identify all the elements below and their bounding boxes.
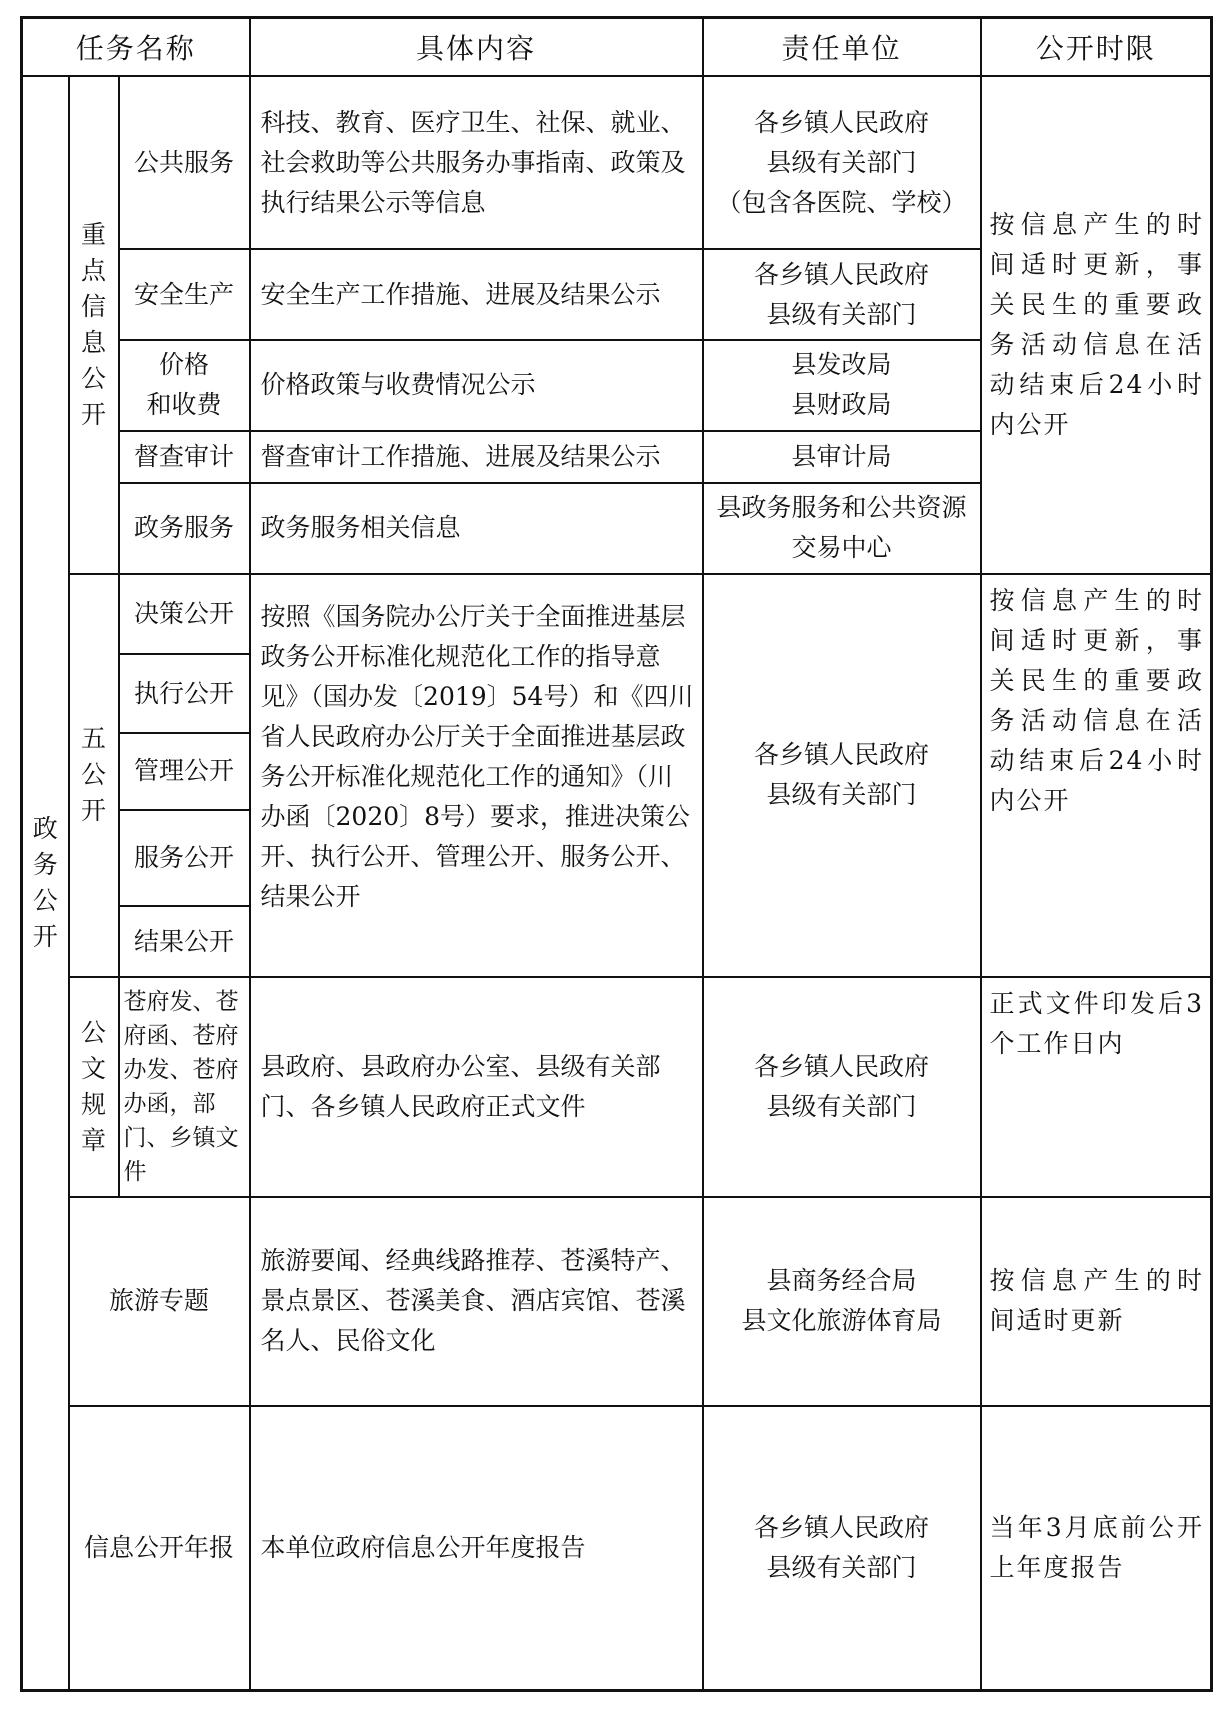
annual-report-unit: 各乡镇人民政府 县级有关部门 [703,1406,981,1690]
tourism-name: 旅游专题 [69,1197,250,1407]
key-info-limit: 按信息产生的时间适时更新，事关民生的重要政务活动信息在活动结束后24小时内公开 [981,76,1212,574]
row-name: 督查审计 [119,431,250,483]
header-row [22,18,1212,76]
documents-group-cell: 公文规章 [69,977,119,1197]
table-row [22,76,1212,249]
row-name: 安全生产 [119,249,250,340]
annual-report-limit: 当年3月底前公开上年度报告 [981,1406,1212,1690]
header-content: 具体内容 [250,18,703,76]
five-open-item: 决策公开 [119,574,250,655]
tourism-limit: 按信息产生的时间适时更新 [981,1197,1212,1407]
five-open-item: 服务公开 [119,810,250,907]
documents-unit: 各乡镇人民政府 县级有关部门 [703,977,981,1197]
row-name: 政务服务 [119,483,250,574]
tourism-unit: 县商务经合局 县文化旅游体育局 [703,1197,981,1407]
five-open-limit: 按信息产生的时间适时更新，事关民生的重要政务活动信息在活动结束后24小时内公开 [981,574,1212,977]
documents-name: 苍府发、苍府函、苍府办发、苍府办函，部门、乡镇文件 [119,977,250,1197]
five-open-content: 按照《国务院办公厅关于全面推进基层政务公开标准化规范化工作的指导意见》（国办发〔2019〕54号）和《四川省人民政府办公厅关于全面推进基层政务公开标准化规范化工作的通知》（川办函〔2020〕8号）要求，推进决策公开、执行公开、管理公开、服务公开、结果公开 [250,574,703,977]
five-open-item: 执行公开 [119,654,250,733]
row-content: 科技、教育、医疗卫生、社保、就业、社会救助等公共服务办事指南、政策及执行结果公示等信息 [250,76,703,249]
table-row [22,574,1212,655]
top-category-cell: 政务公开 [22,76,69,1691]
header-unit: 责任单位 [703,18,981,76]
five-open-group-cell: 五公开 [69,574,119,977]
five-open-item: 结果公开 [119,906,250,977]
header-limit: 公开时限 [981,18,1212,76]
row-name: 价格 和收费 [119,340,250,431]
row-content: 督查审计工作措施、进展及结果公示 [250,431,703,483]
row-unit: 县发改局 县财政局 [703,340,981,431]
annual-report-name: 信息公开年报 [69,1406,250,1690]
tourism-content: 旅游要闻、经典线路推荐、苍溪特产、景点景区、苍溪美食、酒店宾馆、苍溪名人、民俗文化 [250,1197,703,1407]
documents-content: 县政府、县政府办公室、县级有关部门、各乡镇人民政府正式文件 [250,977,703,1197]
documents-limit: 正式文件印发后3个工作日内 [981,977,1212,1197]
key-info-group-cell: 重点信息公开 [69,76,119,574]
row-content: 政务服务相关信息 [250,483,703,574]
disclosure-table [20,16,1213,1692]
five-open-item: 管理公开 [119,733,250,810]
annual-report-content: 本单位政府信息公开年度报告 [250,1406,703,1690]
row-name: 公共服务 [119,76,250,249]
five-open-unit: 各乡镇人民政府 县级有关部门 [703,574,981,977]
row-unit: 各乡镇人民政府 县级有关部门 [703,249,981,340]
table-row [22,977,1212,1197]
row-unit: 各乡镇人民政府 县级有关部门 （包含各医院、学校） [703,76,981,249]
header-task-name: 任务名称 [22,18,250,76]
row-unit: 县审计局 [703,431,981,483]
table-row [22,1197,1212,1407]
table-row [22,1406,1212,1690]
row-content: 安全生产工作措施、进展及结果公示 [250,249,703,340]
row-content: 价格政策与收费情况公示 [250,340,703,431]
row-unit: 县政务服务和公共资源 交易中心 [703,483,981,574]
